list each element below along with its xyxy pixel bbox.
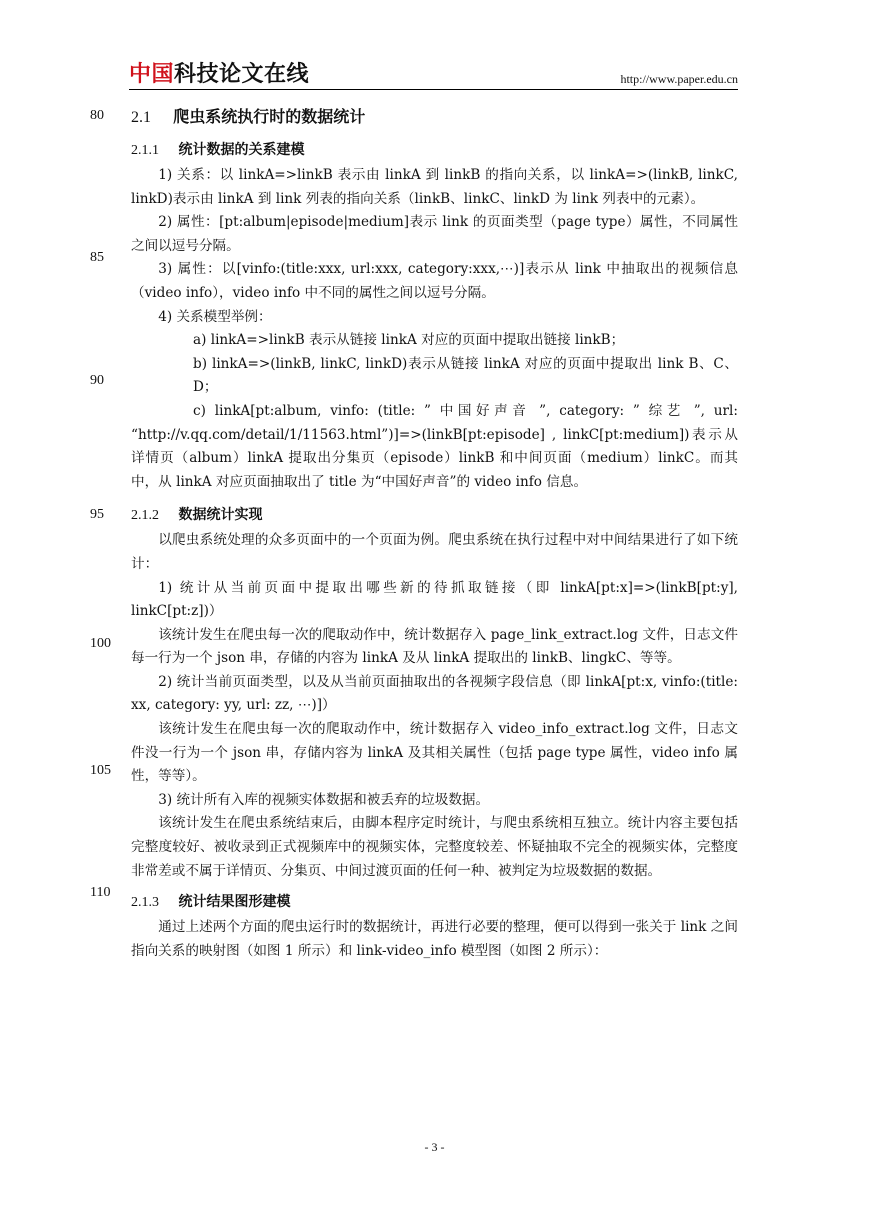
paragraph: 3) 属性：以[vinfo:(title:xxx, url:xxx, category:xxx,⋯)]表示从 link 中抽取出的视频信息（video info），video info 中不同的属性之间以逗号分隔。 <box>131 261 738 301</box>
line-number: 105 <box>90 763 111 778</box>
paragraph: 该统计发生在爬虫每一次的爬取动作中，统计数据存入 page_link_extract.log 文件，日志文件每一行为一个 json 串，存储的内容为 linkA 及从 linkA 提取出的 linkB、lingkC、等等。 <box>131 626 738 667</box>
page-number: - 3 - <box>424 1140 445 1154</box>
paragraph: 以爬虫系统处理的众多页面中的一个页面为例。爬虫系统在执行过程中对中间结果进行了如下统计： <box>131 532 738 572</box>
section-heading <box>131 104 738 131</box>
section-title: 爬虫系统执行时的数据统计 <box>173 107 366 126</box>
subsection-number: 2.1.1 <box>131 143 159 158</box>
example-item: a) linkA=>linkB 表示从链接 linkA 对应的页面中提取出链接 linkB； <box>193 332 625 349</box>
subsection-heading-3 <box>131 891 738 914</box>
line-number: 85 <box>90 250 104 265</box>
subsection-title: 数据统计实现 <box>178 507 263 524</box>
subsection-number: 2.1.2 <box>131 508 159 524</box>
paragraph: 3) 统计所有入库的视频实体数据和被丢弃的垃圾数据。 <box>158 791 490 808</box>
line-number: 95 <box>90 507 104 522</box>
paragraph: 1) 统计从当前页面中提取出哪些新的待抓取链接（即 linkA[pt:x]=>(linkB[pt:y], linkC[pt:z])） <box>131 579 738 620</box>
paragraph: 4) 关系模型举例： <box>158 308 272 325</box>
line-number: 110 <box>90 885 111 900</box>
logo-black-text: 科技论文在线 <box>174 62 310 87</box>
line-number: 90 <box>90 373 104 388</box>
paragraph: 该统计发生在爬虫每一次的爬取动作中，统计数据存入 video_info_extract.log 文件，日志文件没一行为一个 json 串，存储内容为 linkA 及其相关属性（包括 page type 属性，video info 属性，等等）。 <box>131 721 738 785</box>
subsection-title: 统计结果图形建模 <box>178 894 291 911</box>
header-url: http://www.paper.edu.cn <box>620 72 738 86</box>
example-item: c) linkA[pt:album, vinfo: (title: ” 中国好声音 ”, category: ” 综艺 ”, url: “http://v.qq.com/detail/1/11563.html”)]=>(linkB[pt:episode] , linkC[pt:medium])表示从详情页（album）linkA 提取出分集页（episode）linkB 和中间页面（medium）linkC。而其中，从 linkA 对应页面抽取出了 title 为“中国好声音”的 video info 信息。 <box>131 402 738 490</box>
paragraph: 该统计发生在爬虫系统结束后，由脚本程序定时统计，与爬虫系统相互独立。统计内容主要包括完整度较好、被收录到正式视频库中的视频实体，完整度较差、怀疑抽取不完全的视频实体，完整度非常差或不属于详情页、分集页、中间过渡页面的任何一种、被判定为垃圾数据的数据。 <box>131 815 738 879</box>
paper-body <box>131 104 738 963</box>
subsection-heading-2 <box>131 504 738 527</box>
paragraph: 2) 属性：[pt:album|episode|medium]表示 link 的页面类型（page type）属性，不同属性之间以逗号分隔。 <box>131 214 738 254</box>
paragraph: 通过上述两个方面的爬虫运行时的数据统计，再进行必要的整理，便可以得到一张关于 link 之间指向关系的映射图（如图 1 所示）和 link-video_info 模型图（如图 2 所示）： <box>131 919 738 959</box>
header-rule <box>129 89 738 90</box>
logo-red-text: 中国 <box>129 62 175 87</box>
line-number: 80 <box>90 108 104 123</box>
subsection-heading-1 <box>131 139 738 162</box>
subsection-title: 统计数据的关系建模 <box>178 142 305 158</box>
example-item: b) linkA=>(linkB, linkC, linkD)表示从链接 linkA 对应的页面中提取出 link B、C、D； <box>193 355 738 396</box>
line-number: 100 <box>90 636 111 651</box>
section-number: 2.1 <box>131 109 151 126</box>
subsection-number: 2.1.3 <box>131 895 159 911</box>
paragraph: 2) 统计当前页面类型，以及从当前页面抽取出的各视频字段信息（即 linkA[pt:x, vinfo:(title: xx, category: yy, url: zz, ⋯)]） <box>131 673 738 714</box>
paragraph: 1) 关系：以 linkA=>linkB 表示由 linkA 到 linkB 的指向关系，以 linkA=>(linkB, linkC, linkD)表示由 linkA 到 link 列表的指向关系（linkB、linkC、linkD 为 link 列表中的元素）。 <box>131 167 738 207</box>
site-logo <box>129 60 309 90</box>
